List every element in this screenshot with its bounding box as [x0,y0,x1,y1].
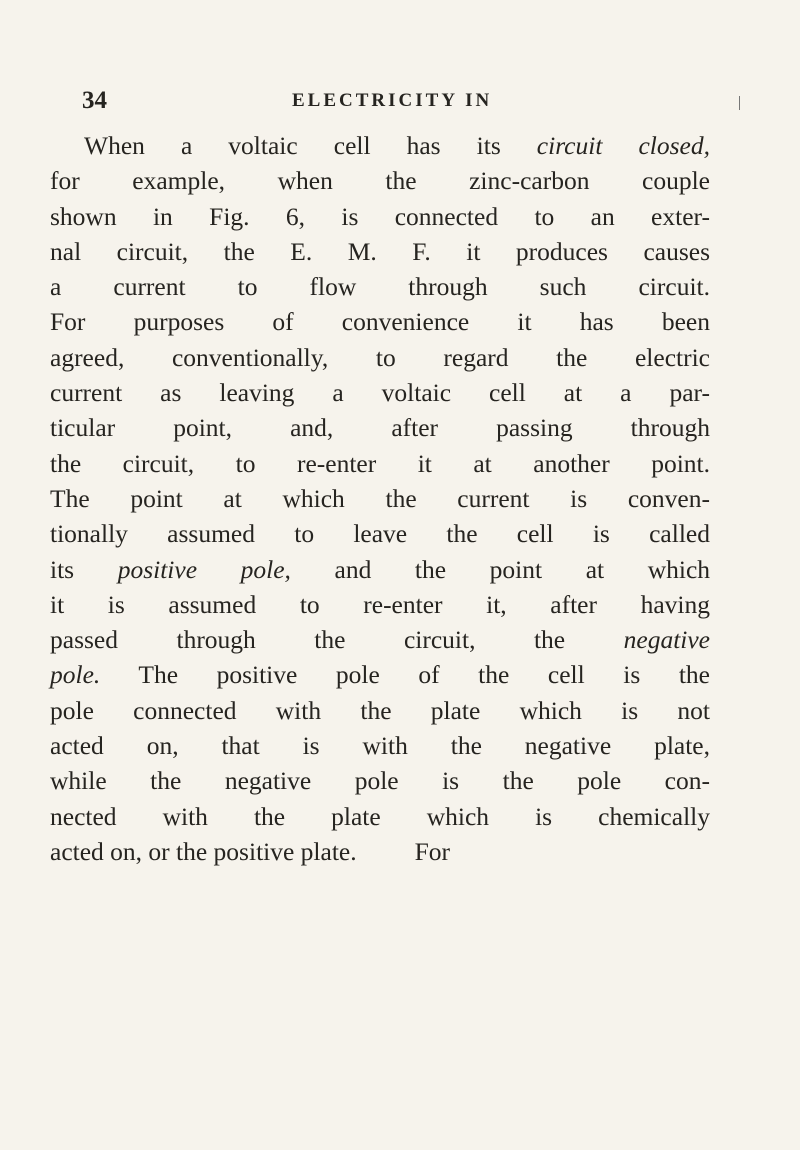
text-segment: for example, when the zinc-carbon couple [50,166,710,196]
text-segment: For purposes of convenience it has been [50,307,710,337]
italic-term: negative [623,625,710,655]
text-line [50,834,710,869]
text-line [50,516,710,551]
text-line [50,375,710,410]
text-segment: while the negative pole is the pole con- [50,766,710,796]
text-line [50,728,710,763]
text-segment: For [414,836,451,866]
text-line [50,199,710,234]
italic-term: circuit closed, [536,131,710,160]
text-segment: acted on, that is with the negative plate, [50,731,710,761]
text-segment: When a voltaic cell has its [84,131,537,160]
italic-term: pole. [50,660,101,690]
text-segment: and the point at which [290,554,711,584]
text-segment: ticular point, and, after passing through [50,413,710,443]
text-segment: current as leaving a voltaic cell at a par- [50,378,710,408]
text-segment: passed through the circuit, the [50,625,624,655]
text-line [50,799,710,834]
margin-mark [739,96,740,110]
text-line [50,657,710,692]
text-line [50,763,710,798]
text-line [50,304,710,339]
text-segment: The positive pole of the cell is the [100,660,710,690]
italic-term: positive pole, [117,554,291,584]
page-number: 34 [82,87,107,114]
text-segment: The point at which the current is conven- [50,483,710,513]
text-segment: shown in Fig. 6, is connected to an exter- [50,201,710,231]
text-line [50,587,710,622]
text-line [50,693,710,728]
text-line [50,269,710,304]
text-segment: agreed, conventionally, to regard the electric [50,342,710,372]
text-line [50,234,710,269]
text-segment: nected with the plate which is chemically [50,801,710,831]
text-line [50,481,710,516]
text-line [50,340,710,375]
text-segment: its [50,554,118,584]
running-title: ELECTRICITY IN [292,90,493,111]
text-segment: tionally assumed to leave the cell is called [50,519,710,549]
running-head [82,87,712,117]
text-segment: the circuit, to re-enter it at another point. [50,448,710,478]
text-segment: nal circuit, the E. M. F. it produces causes [50,236,710,266]
text-line [50,446,710,481]
text-line [50,128,710,163]
text-line [50,410,710,445]
text-segment: it is assumed to re-enter it, after having [50,589,710,619]
text-line [50,163,710,198]
text-line [50,552,710,587]
text-line [50,622,710,657]
text-segment: acted on, or the positive plate. [50,836,357,866]
text-segment: pole connected with the plate which is not [50,695,710,725]
body-paragraph [50,128,710,869]
text-segment: a current to flow through such circuit. [50,272,710,302]
